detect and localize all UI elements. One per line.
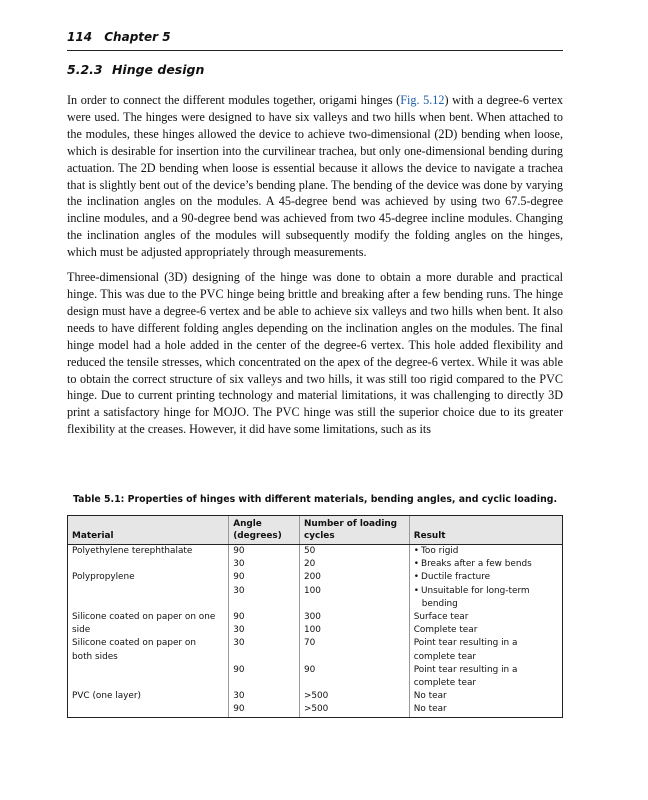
cell-material: PVC (one layer) [68,690,229,703]
table-row [68,571,563,584]
table-row [68,637,563,663]
paragraph [67,92,563,261]
cell-result: Point tear resulting in a complete tear [409,664,562,690]
cell-result: • Unsuitable for long-term bending [409,585,562,611]
cell-cycles: 200 [299,571,409,584]
section-heading [67,62,563,77]
cell-result: Surface tear [409,611,562,624]
cell-angle: 30 [229,637,300,663]
table-row [68,703,563,717]
cell-angle: 30 [229,558,300,571]
cell-material: side [68,624,229,637]
body-text [67,92,563,446]
cell-material: Silicone coated on paper on both sides [68,637,229,663]
cell-cycles: 100 [299,585,409,611]
cell-result: • Ductile fracture [409,571,562,584]
cell-result: • Breaks after a few bends [409,558,562,571]
section-title: Hinge design [111,62,205,77]
cell-cycles: 50 [299,545,409,559]
table-row [68,585,563,611]
paragraph-text: In order to connect the different modules together, origami hinges ( [67,93,401,107]
column-header-angle: Angle (degrees) [229,516,300,545]
cell-angle: 30 [229,690,300,703]
column-header-result: Result [409,516,562,545]
table-header-row [68,516,563,545]
cell-angle: 90 [229,611,300,624]
table-row [68,545,563,559]
figure-reference-link[interactable]: Fig. 5.12 [400,93,445,107]
cell-cycles: 90 [299,664,409,690]
cell-angle: 90 [229,664,300,690]
cell-cycles: 300 [299,611,409,624]
cell-cycles: 20 [299,558,409,571]
column-header-cycles: Number of loading cycles [299,516,409,545]
paragraph-text: ) with a degree-6 vertex were used. The hinges were designed to have six valleys and two hills when bent. When attached to the modules, these hinges allowed the device to achieve two-dimensional (2D) bending when loose, which is desirable for insertion into the curvilinear trachea, but only one-dimensional bending during actuation. The 2D bending when loose is essential because it allows the device to navigate a trachea that is slightly bent out of the device’s bending plane. The bending of the device was done by varying the inclination angles on the modules. A 45-degree bend was achieved by using two 67.5-degree incline modules, and a 90-degree bend was achieved from two 45-degree incline modules. Changing the inclination angles of the modules will subsequently modify the folding angles on the hinges, which must be adjusted appropriately through measurements. [67,93,563,260]
cell-cycles: >500 [299,703,409,717]
cell-material: Polypropylene [68,571,229,584]
cell-cycles: 70 [299,637,409,663]
running-header [67,30,563,50]
cell-cycles: >500 [299,690,409,703]
cell-angle: 90 [229,703,300,717]
cell-cycles: 100 [299,624,409,637]
cell-material: Silicone coated on paper on one [68,611,229,624]
cell-material [68,664,229,690]
cell-angle: 90 [229,571,300,584]
cell-angle: 90 [229,545,300,559]
cell-result: • Too rigid [409,545,562,559]
table-row [68,690,563,703]
table-row [68,558,563,571]
chapter-label: Chapter 5 [104,30,171,44]
column-header-material: Material [68,516,229,545]
cell-angle: 30 [229,585,300,611]
cell-material [68,585,229,611]
cell-material: Polyethylene terephthalate [68,545,229,559]
table-caption: Table 5.1: Properties of hinges with different materials, bending angles, and cyclic loading. [72,494,558,505]
paragraph: Three-dimensional (3D) designing of the hinge was done to obtain a more durable and practical hinge. This was due to the PVC hinge being brittle and breaking after a few bending runs. The hinge design must have a degree-6 vertex and be able to achieve six valleys and two hills when bent. It also needs to have different folding angles depending on the inclination angles on the modules. The final hinge model had a hole added in the center of the degree-6 vertex. This hole added flexibility and reduced the tensile stresses, which concentrated on the apex of the degree-6 vertex. While it was able to obtain the correct structure of six valleys and two hills, it was still too rigid compared to the PVC hinge. Due to current printing technology and material limitations, it was challenging to directly 3D print a satisfactory hinge for MOJO. The PVC hinge was still the superior choice due to its greater flexibility at the creases. However, it did have some limitations, such as its [67,270,563,437]
cell-angle: 30 [229,624,300,637]
cell-result: No tear [409,703,562,717]
cell-result: Complete tear [409,624,562,637]
cell-result: Point tear resulting in a complete tear [409,637,562,663]
hinge-properties-table [67,515,563,718]
table-row [68,611,563,624]
cell-material [68,703,229,717]
header-rule [67,50,563,51]
section-number: 5.2.3 [67,62,103,77]
table-row [68,664,563,690]
cell-result: No tear [409,690,562,703]
page-number: 114 [67,30,93,44]
table-row [68,624,563,637]
cell-material [68,558,229,571]
